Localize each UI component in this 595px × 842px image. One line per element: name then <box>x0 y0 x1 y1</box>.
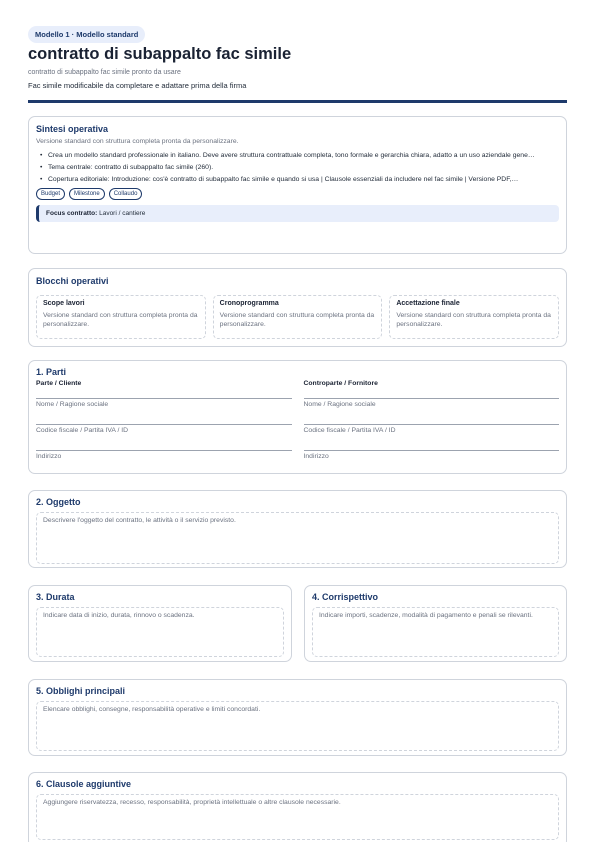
page-title: contratto di subappalto fac simile <box>28 45 292 63</box>
obligations-textarea[interactable]: Elencare obblighi, consegne, responsabilità operative e limiti concordati. <box>36 701 559 751</box>
focus-label: Focus contratto: <box>46 210 98 217</box>
additional-clauses-card <box>28 772 567 842</box>
block-acceptance <box>389 295 559 339</box>
fee-textarea[interactable]: Indicare importi, scadenze, modalità di pagamento e penali se rilevanti. <box>312 607 559 657</box>
summary-description: Versione standard con struttura completa pronta da personalizzare. <box>36 138 239 145</box>
duration-textarea[interactable]: Indicare data di inizio, durata, rinnovo o scadenza. <box>36 607 284 657</box>
summary-bullet: • Tema centrale: contratto di subappalto fac simile (260). <box>40 163 559 172</box>
header-divider <box>28 100 567 103</box>
focus-value: Lavori / cantiere <box>97 210 146 217</box>
subject-textarea[interactable]: Descrivere l'oggetto del contratto, le attività o il servizio previsto. <box>36 512 559 564</box>
clauses-textarea[interactable]: Aggiungere riservatezza, recesso, responsabilità, proprietà intellettuale o altre clausole necessarie. <box>36 794 559 840</box>
block-description: Versione standard con struttura completa pronta da personalizzare. <box>43 312 198 328</box>
supplier-name-field[interactable]: Nome / Ragione sociale <box>304 398 560 410</box>
page-tagline: Fac simile modificabile da completare e adattare prima della firma <box>28 81 247 90</box>
operational-blocks-card <box>28 268 567 347</box>
fee-card <box>304 585 567 662</box>
parties-columns <box>36 380 559 476</box>
supplier-tax-id-field[interactable]: Codice fiscale / Partita IVA / ID <box>304 424 560 436</box>
subject-card <box>28 490 567 568</box>
summary-title: Sintesi operativa <box>36 124 109 134</box>
summary-card <box>28 116 567 254</box>
blocks-title: Blocchi operativi <box>36 276 109 286</box>
supplier-address-field[interactable]: Indirizzo <box>304 450 560 462</box>
tag-chip-collaudo[interactable]: Collaudo <box>109 188 143 200</box>
summary-bullet: • Crea un modello standard professionale in italiano. Deve avere struttura contrattuale completa, tono formale e gerarchia chiara, adatto a un uso aziendale gene… <box>40 151 559 160</box>
focus-callout <box>36 205 559 222</box>
block-scope <box>36 295 206 339</box>
fee-title: 4. Corrispettivo <box>312 592 379 602</box>
client-name-field[interactable]: Nome / Ragione sociale <box>36 398 292 410</box>
page-subtitle: contratto di subappalto fac simile pronto da usare <box>28 69 181 76</box>
supplier-column <box>304 380 560 476</box>
client-heading: Parte / Cliente <box>36 380 82 387</box>
block-description: Versione standard con struttura completa pronta da personalizzare. <box>396 312 551 328</box>
client-column <box>36 380 292 476</box>
client-tax-id-field[interactable]: Codice fiscale / Partita IVA / ID <box>36 424 292 436</box>
summary-bullet: • Copertura editoriale: Introduzione: cos'è contratto di subappalto fac simile e quando si usa | Clausole essenziali da includere nel fac simile | Versione PDF,… <box>40 175 559 184</box>
parties-card <box>28 360 567 474</box>
parties-title: 1. Parti <box>36 367 67 377</box>
block-title: Scope lavori <box>43 300 85 307</box>
block-title: Cronoprogramma <box>219 300 279 307</box>
blocks-row <box>36 295 559 339</box>
block-description: Versione standard con struttura completa pronta da personalizzare. <box>219 312 375 328</box>
clauses-title: 6. Clausole aggiuntive <box>36 779 132 789</box>
subject-title: 2. Oggetto <box>36 497 81 507</box>
tag-chip-milestone[interactable]: Milestone <box>69 188 105 200</box>
template-badge: Modello 1 · Modello standard <box>28 26 145 43</box>
block-schedule <box>213 295 383 339</box>
tag-chips <box>36 188 559 200</box>
tag-chip-budget[interactable]: Budget <box>36 188 65 200</box>
block-title: Accettazione finale <box>396 300 460 307</box>
summary-bullet-list <box>36 151 559 184</box>
duration-card <box>28 585 292 662</box>
obligations-title: 5. Obblighi principali <box>36 686 126 696</box>
obligations-card <box>28 679 567 756</box>
supplier-heading: Controparte / Fornitore <box>303 380 378 387</box>
client-address-field[interactable]: Indirizzo <box>36 450 292 462</box>
duration-title: 3. Durata <box>36 592 75 602</box>
